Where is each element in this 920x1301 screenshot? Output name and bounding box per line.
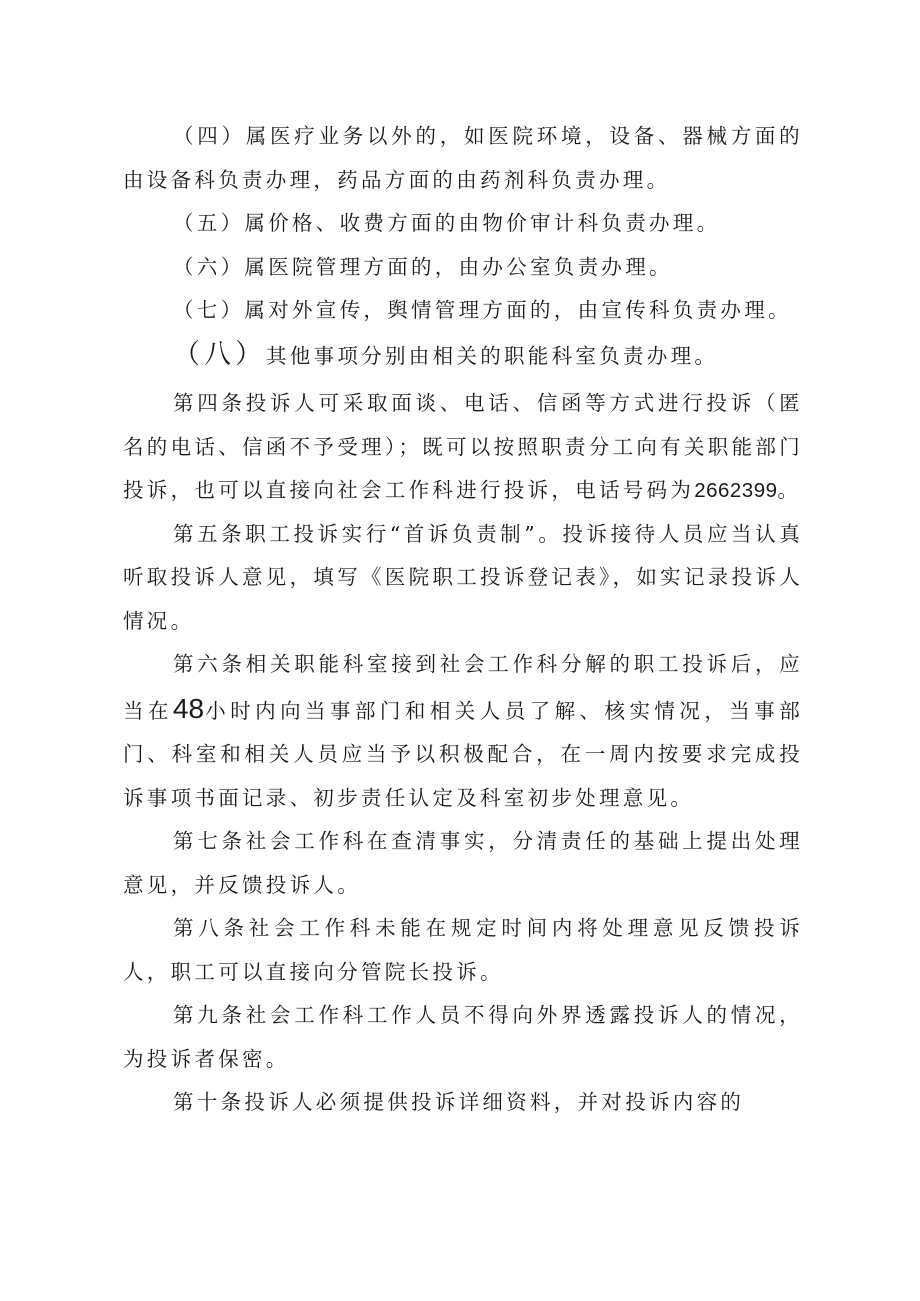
paragraph-item-7: （七）属对外宣传，舆情管理方面的，由宣传科负责办理。 <box>173 298 792 322</box>
paragraph-item-4: （四）属医疗业务以外的，如医院环境，设备、器械方面的由设备科负责办理，药品方面的由药剂科负责办理。 <box>123 124 803 192</box>
article-6-hours: 48 <box>172 692 205 724</box>
paragraph-item-6: （六）属医院管理方面的，由办公室负责办理。 <box>173 254 673 279</box>
article-4-phone: 2662399。 <box>694 479 799 502</box>
article-6-pre: 第六条相关职能科室接到社会工作科分解的职工投诉后，应当在 <box>123 652 803 723</box>
article-6-post: 小时内向当事部门和相关人员了解、核实情况，当事部门、科室和相关人员应当予以积极配合，在一周内按要求完成投诉事项书面记录、初步责任认定及科室初步处理意见。 <box>123 698 803 810</box>
document-page <box>123 115 803 1125</box>
paragraph-article-7: 第七条社会工作科在查清事实，分清责任的基础上提出处理意见，并反馈投诉人。 <box>123 829 803 897</box>
paragraph-article-6 <box>123 643 803 820</box>
paragraph-item-5: （五）属价格、收费方面的由物价审计科负责办理。 <box>173 211 721 235</box>
article-4-text: 第四条投诉人可采取面谈、电话、信函等方式进行投诉（匿名的电话、信函不予受理）；既可以按照职责分工向有关职能部门投诉，也可以直接向社会工作科进行投诉，电话号码为 <box>123 391 803 502</box>
paragraph-article-10: 第十条投诉人必须提供投诉详细资料，并对投诉内容的 <box>173 1090 745 1114</box>
item-8-prefix: （八） <box>173 338 266 370</box>
paragraph-item-8 <box>123 333 803 379</box>
paragraph-article-9: 第九条社会工作科工作人员不得向外界透露投诉人的情况，为投诉者保密。 <box>123 1003 803 1071</box>
item-8-text: 其他事项分别由相关的职能科室负责办理。 <box>266 343 719 368</box>
paragraph-article-5: 第五条职工投诉实行“首诉负责制”。投诉接待人员应当认真听取投诉人意见，填写《医院职工投诉登记表》，如实记录投诉人情况。 <box>123 521 803 633</box>
paragraph-article-4 <box>123 382 803 513</box>
paragraph-article-8: 第八条社会工作科未能在规定时间内将处理意见反馈投诉人，职工可以直接向分管院长投诉。 <box>123 916 803 984</box>
